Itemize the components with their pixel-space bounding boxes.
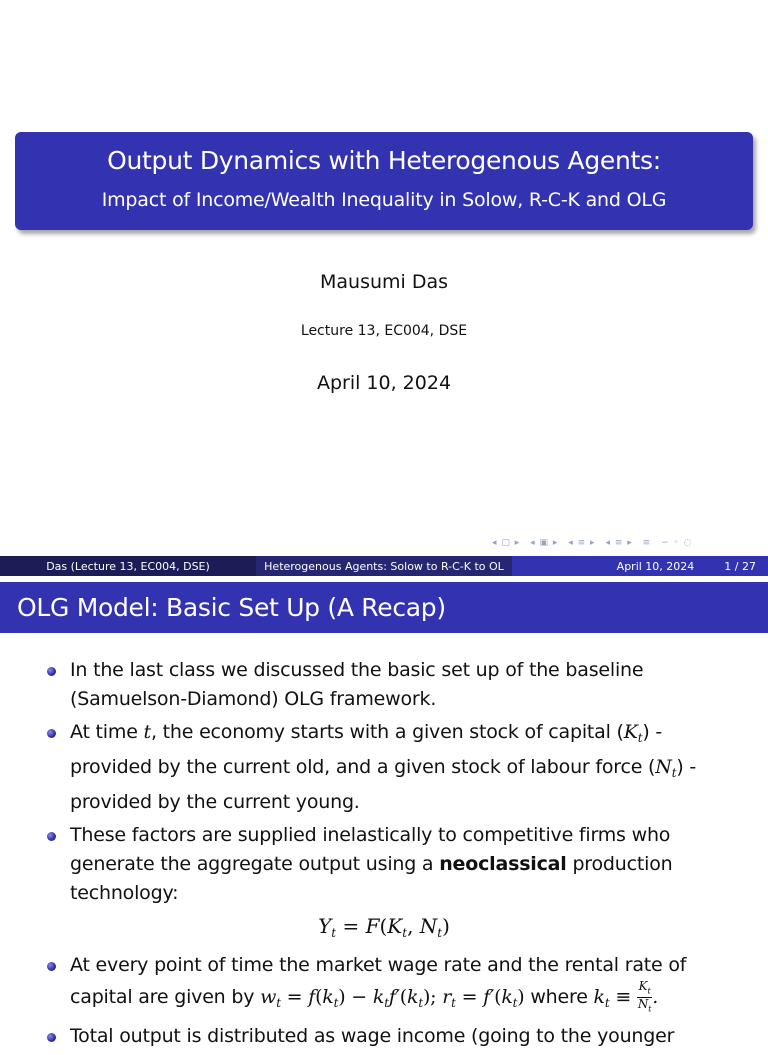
list-item: Total output is distributed as wage income (going to the younger	[0, 1022, 768, 1051]
presentation-title: Output Dynamics with Heterogenous Agents:	[107, 146, 661, 175]
nav-frame-icon[interactable]: ◂ ▢ ▸	[492, 538, 521, 548]
author: Mausumi Das	[319, 271, 449, 293]
frame-title: OLG Model: Basic Set Up (A Recap)	[0, 582, 768, 633]
list-item: At every point of time the market wage rate and the rental rate of capital are given by $w_t = f(k_t) - k_tf'(k_t)$; $r_t = f'(k_t)$ where $k_t$ ≡ $\frac{K_t}{N_t}$ .	[0, 951, 768, 1018]
emphasis-neoclassical: neoclassical	[439, 853, 567, 875]
list-item: At time t, the economy starts with a given stock of capital $(K_t)$ - provided by the current old, and a given stock of labour force $(N_t)$ - provided by the current young.	[0, 718, 768, 817]
list-item: These factors are supplied inelastically to competitive firms who generate the aggregate output using a neoclassical production technology:	[0, 821, 768, 908]
nav-section-icon[interactable]: ◂ ≡ ▸	[568, 538, 596, 548]
presentation-date: April 10, 2024	[316, 372, 452, 394]
footline-page-number: 1 / 27	[724, 559, 756, 573]
beamer-navigation-bar	[492, 538, 768, 554]
nav-align-icon[interactable]: ≡	[642, 538, 652, 548]
footline-date-page	[512, 556, 768, 576]
production-function-equation: $Y_t = F(K_t$, $N_t$)	[318, 914, 450, 940]
nav-search-icon[interactable]: ∽ ◦ ◌	[661, 538, 693, 548]
footline-date: April 10, 2024	[616, 559, 695, 573]
nav-subsection-icon[interactable]: ◂ ▣ ▸	[530, 538, 559, 548]
footline-author: Das (Lecture 13, EC004, DSE)	[0, 556, 256, 576]
title-box	[15, 132, 753, 230]
footline	[0, 556, 768, 576]
presentation-subtitle: Impact of Income/Wealth Inequality in Solow, R-C-K and OLG	[101, 189, 667, 211]
nav-section2-icon[interactable]: ◂ ≡ ▸	[605, 538, 633, 548]
list-item: In the last class we discussed the basic set up of the baseline (Samuelson-Diamond) OLG framework.	[0, 656, 768, 714]
affiliation: Lecture 13, EC004, DSE	[300, 323, 468, 339]
bullet-list	[0, 656, 768, 1055]
slide-content	[0, 656, 768, 1047]
footline-title: Heterogenous Agents: Solow to R-C-K to OL	[256, 556, 512, 576]
